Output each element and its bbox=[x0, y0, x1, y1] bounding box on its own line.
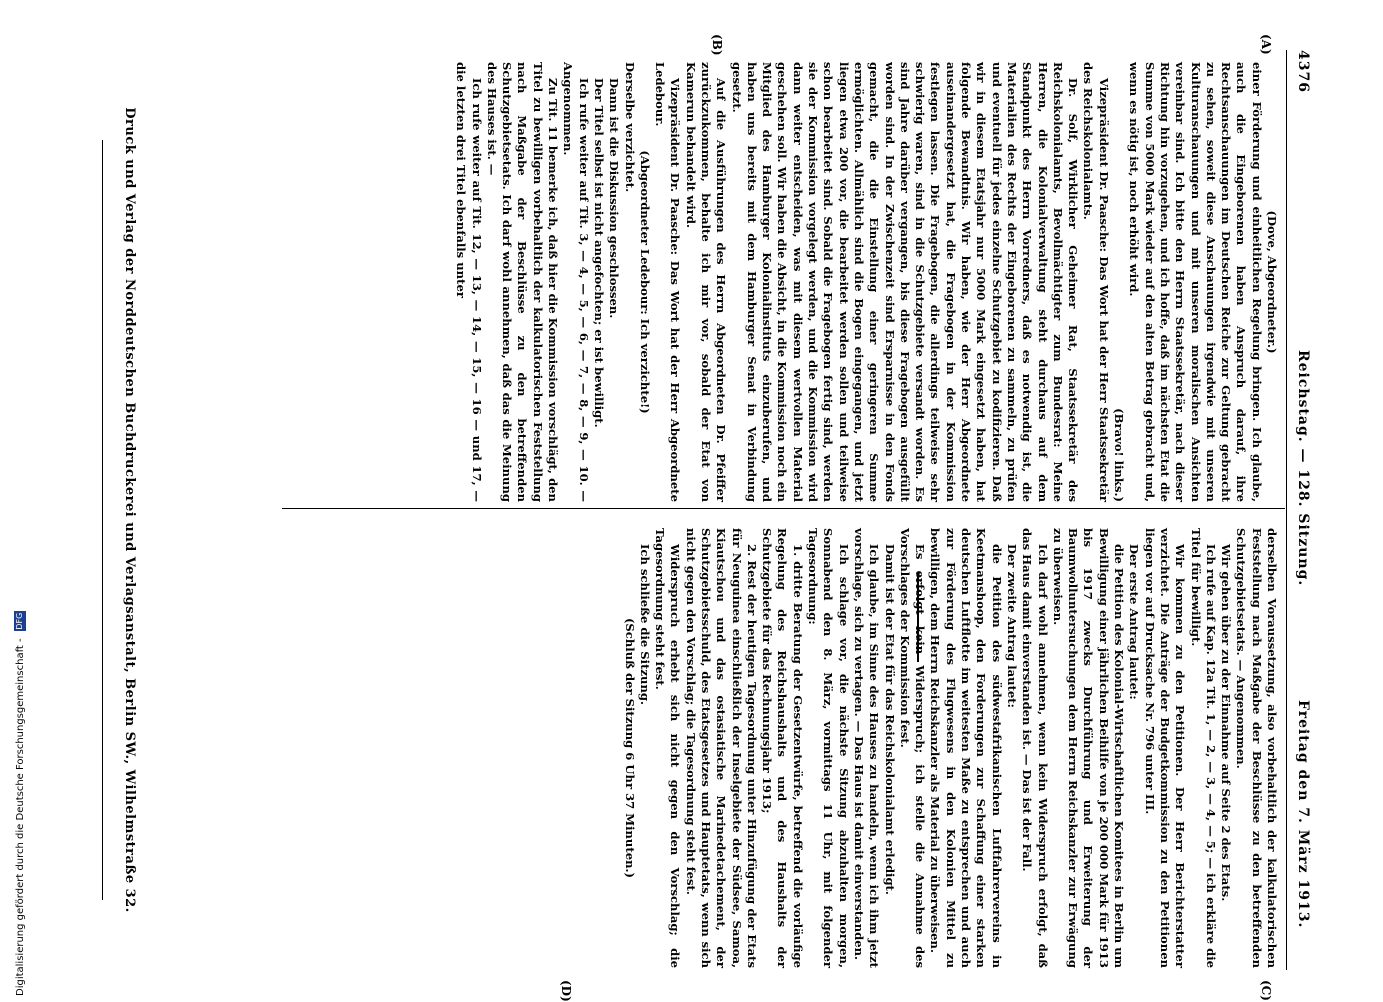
paragraph: 2. Rest der heutigen Tagesordnung unter Hinzufügung der Etats für Neuguinea einschließlich der Inselgebiete der Südsee, Samoa, Kiautschou und das ostasiatische Marinedetachement, der Schutzgebietsschuld, des Etatsgesetzes und Hauptetats, wenn sich nicht gegen den Vorschlag; die Tagesordnung steht fest. bbox=[683, 528, 759, 968]
right-text-column bbox=[621, 528, 1279, 968]
paragraph: Es erfolgt kein Widerspruch; ich stelle die Annahme des Vorschlages der Kommission fest. bbox=[897, 528, 928, 968]
paragraph: Derselbe verzichtet. bbox=[622, 62, 637, 193]
paragraph: Der Titel selbst ist nicht angefochten; er ist bewilligt. bbox=[591, 78, 606, 428]
margin-marker-a: (A) bbox=[1259, 34, 1273, 55]
paragraph: Dann ist die Diskussion geschlossen. bbox=[607, 78, 622, 319]
column-divider bbox=[282, 508, 1285, 509]
digitization-credit bbox=[14, 596, 28, 996]
dfg-logo-icon: DFG bbox=[15, 612, 24, 630]
paragraph: einer Förderung und einheitlichen Regelung bringen. Ich glaube, auch die Eingeborenen haben Anspruch darauf, ihre Rechtsanschauungen im Deutschen Reiche zur Geltung gebracht zu sehen, soweit diese Anschauungen irgendwie mit unseren Kulturanschauungen und mit unseren moralischen Ansichten vereinbar sind. Ich bitte den Herrn Staatssekretär, nach dieser Richtung hin vorzugehen, und ich hoffe, daß im nächsten Etat die Summe von 5000 Mark wieder auf den alten Betrag gebracht und, wenn es nötig ist, noch erhöht wird. bbox=[1127, 62, 1264, 502]
paragraph: Zu Tit. 11 bemerke ich, daß hier die Kommission vorschlägt, den Titel zu bewilligen vorbehaltlich der kalkulatorischen Feststellung nach Maßgabe der Beschlüsse zu den betreffenden Schutzgebietsetats. Ich darf wohl annehmen, daß das die Meinung des Hauses ist. — bbox=[484, 62, 561, 502]
paragraph: Ich schließe die Sitzung. bbox=[637, 544, 652, 706]
paragraph: Vizepräsident Dr. Paasche: Das Wort hat der Herr Abgeordnete Ledebour. bbox=[653, 62, 683, 502]
footer-rule bbox=[102, 140, 103, 900]
paragraph: Dr. Solf, Wirklicher Geheimer Rat, Staatssekretär des Reichskolonialamts, Bevollmächtigter zum Bundesrat: Meine Herren, die Kolonialverwaltung steht durchaus auf dem Standpunkt des Herrn Vorredners, daß es notwendig ist, die Materialien des Rechts der Eingeborenen zu sammeln, zu prüfen und eventuell für jedes einzelne Schutzgebiet zu kodifizieren. Daß wir in diesem Etatsjahr nur 5000 Mark eingesetzt haben, hat folgende Bewandtnis. Wir haben, wie der Herr Abgeordnete auseinandergesetzt hat, die Fragebogen in der Kommission festlegen lassen. Die Fragebogen, die allerdings teilweise sehr schwierig waren, sind in die Schutzgebiete versandt worden. Es sind Jahre darüber vergangen, bis diese Fragebogen ausgefüllt worden sind. In der Zwischenzeit sind Ersparnisse in den Fonds gemacht, die die Einstellung einer geringeren Summe ermöglichten. Allmählich sind die Bogen eingegangen, und jetzt liegen etwa 200 vor, die bearbeitet werden sollen und teilweise schon bearbeitet sind. Sobald die Fragebogen fertig sind, werden sie der Kommission vorgelegt werden, und die Kommission wird dann weiter entscheiden, was mit diesem wertvollen Material geschehen soll. Wir haben die Absicht, in die Kommission noch ein Mitglied des Hamburger Kolonialinstituts einzuberufen, und haben uns bereits mit dem Hamburger Senat in Verbindung gesetzt. bbox=[729, 62, 1081, 502]
paragraph: 1. dritte Beratung der Gesetzentwürfe, betreffend die vorläufige Regelung des Reichshaushalts und des Haushalts der Schutzgebiete für das Rechnungsjahr 1913; bbox=[760, 528, 805, 968]
paragraph: (Bravo! links.) bbox=[1112, 408, 1127, 502]
rotated-document-page bbox=[33, 34, 1313, 1002]
section-rule bbox=[917, 572, 919, 662]
session-title: Reichstag. — 128. Sitzung. bbox=[1295, 350, 1311, 587]
paragraph: Ich darf wohl annehmen, wenn kein Widerspruch erfolgt, daß das Haus damit einverstanden ist. — Das ist der Fall. bbox=[1020, 528, 1050, 968]
page-number: 4376 bbox=[1295, 50, 1311, 93]
paragraph: Auf die Ausführungen des Herrn Abgeordneten Dr. Pfeiffer zurückzukommen, behalte ich mir vor, sobald der Etat von Kamerun behandelt wird. bbox=[683, 62, 729, 502]
printer-footer: Druck und Verlag der Norddeutschen Buchdruckerei und Verlagsanstalt, Berlin SW., Wilhelmstraße 32. bbox=[122, 107, 137, 913]
margin-marker-b: (B) bbox=[710, 34, 724, 56]
margin-marker-d: (D) bbox=[559, 980, 573, 1002]
paragraph: (Dove, Abgeordneter.) bbox=[1265, 210, 1279, 354]
paragraph: Wir kommen zu den Petitionen. Der Herr Berichterstatter verzichtet. Die Anträge der Budgetkommission zu den Petitionen liegen vor auf Drucksache Nr. 796 unter III. bbox=[1142, 528, 1188, 968]
paragraph: Vizepräsident Dr. Paasche: Das Wort hat der Herr Staatssekretär des Reichskolonialamts. bbox=[1081, 62, 1111, 502]
page-header bbox=[1291, 50, 1313, 970]
session-date: Freitag den 7. März 1913. bbox=[1295, 700, 1311, 929]
header-rule bbox=[1286, 50, 1287, 970]
paragraph: Der erste Antrag lautet: bbox=[1127, 544, 1142, 700]
left-text-column bbox=[453, 62, 1279, 502]
paragraph: Ich rufe weiter auf Tit. 12, — 13, — 14, — 15, — 16 — und 17, — die letzten drei Titel ebenfalls unter bbox=[454, 62, 484, 502]
paragraph: Ich rufe weiter auf Tit. 3, — 4, — 5, — 6, — 7, — 8, — 9, — 10. — Angenommen. bbox=[561, 62, 591, 502]
paragraph: Widerspruch erhebt sich nicht gegen den Vorschlag; die Tagesordnung steht fest. bbox=[653, 528, 683, 968]
paragraph: Der zweite Antrag lautet: bbox=[1004, 544, 1019, 708]
margin-marker-c: (C) bbox=[1259, 980, 1273, 1001]
paragraph: Ich schlage vor, die nächste Sitzung abzuhalten morgen, Sonnabend den 8. März, vormittags 11 Uhr, mit folgender Tagesordnung: bbox=[806, 528, 851, 968]
paragraph: (Schluß der Sitzung 6 Uhr 37 Minuten.) bbox=[622, 617, 637, 879]
paragraph: Ich glaube, im Sinne des Hauses zu handeln, wenn ich ihm jetzt vorschlage, sich zu vertagen. — Das Haus ist damit einverstanden. bbox=[851, 528, 882, 968]
paragraph: Damit ist der Etat für das Reichskolonialamt erledigt. bbox=[882, 544, 897, 895]
paragraph: Ich rufe auf Kap. 12a Tit. 1, — 2, — 3, — 4, — 5; — ich erkläre die Titel für bewilligt. bbox=[1188, 528, 1218, 968]
paragraph: Wir gehen über zu der Einnahme auf Seite 2 des Etats. bbox=[1219, 544, 1234, 902]
digitization-note: Digitalisierung gefördert durch die Deutsche Forschungsgemeinschaft - bbox=[15, 638, 26, 996]
paragraph: die Petition des Kolonial-Wirtschaftlichen Komitees in Berlin um Bewilligung einer jährlichen Beihilfe von je 200 000 Mark für 1913 bis 1917 zwecks Durchführung und Erweiterung der Baumwolluntersuchungen dem Herrn Reichskanzler zur Erwägung zu überweisen. bbox=[1050, 528, 1127, 968]
paragraph: (Abgeordneter Ledebour: Ich verzichte!) bbox=[637, 150, 652, 414]
paragraph: derselben Voraussetzung, also vorbehaltlich der kalkulatorischen Feststellung nach Maßgabe der Beschlüsse zu den betreffenden Schutzgebietsetats. — Angenommen. bbox=[1234, 528, 1279, 968]
paragraph: die Petition des südwestafrikanischen Luftfahrervereins in Keetmanshoop, den Forderungen zur Schaffung einer starken deutschen Luftflotte im weitesten Maße zu entsprechen und auch zur Förderung des Flugwesens in den Kolonien Mittel zu bewilligen, dem Herrn Reichskanzler als Material zu überweisen. bbox=[928, 528, 1004, 968]
